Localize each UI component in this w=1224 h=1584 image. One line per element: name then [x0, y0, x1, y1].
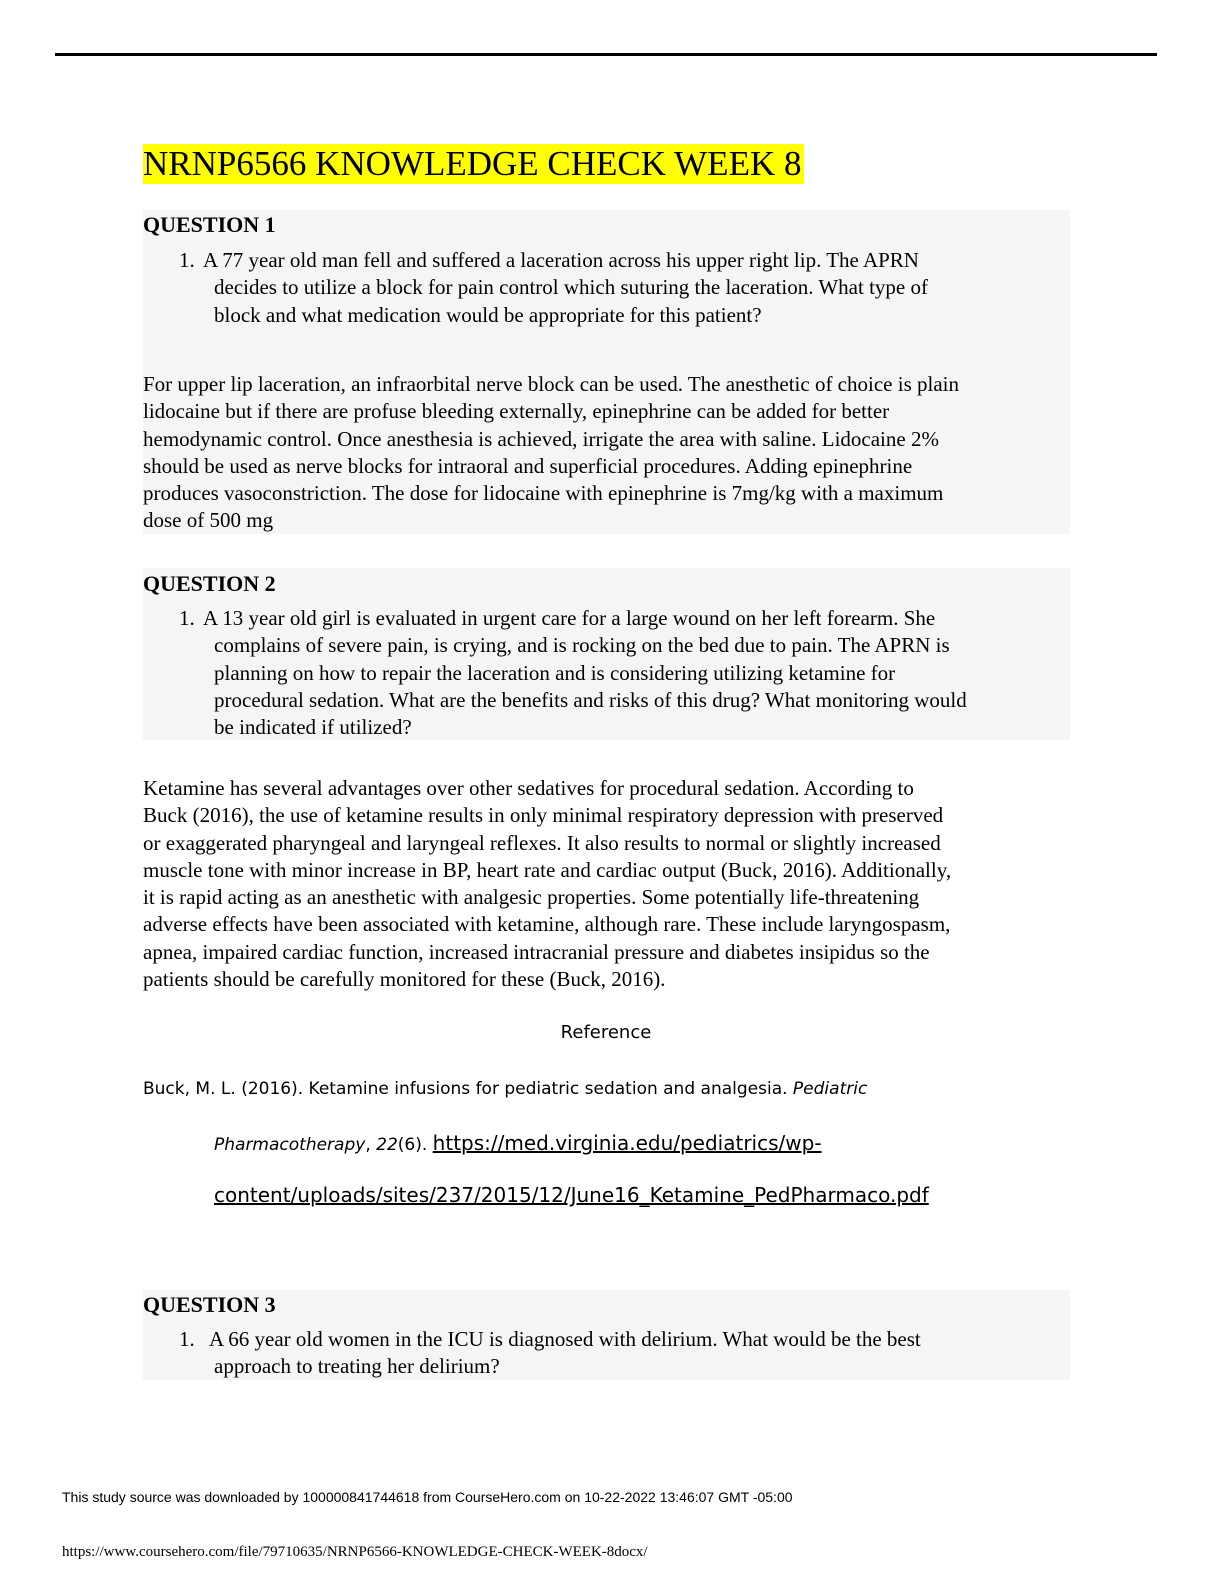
question-3-number: 1.	[179, 1327, 195, 1351]
answer-2-paragraph	[143, 775, 1073, 993]
question-1-text	[179, 247, 1069, 329]
reference-heading: Reference	[560, 1022, 652, 1043]
reference-citation	[143, 1077, 867, 1101]
reference-journal-continued: Pharmacotherapy	[214, 1135, 366, 1155]
top-rule	[55, 53, 1157, 56]
reference-authors: Buck, M. L. (2016). Ketamine infusions for pediatric sedation and analgesia.	[143, 1079, 793, 1099]
question-1-line: A 77 year old man fell and suffered a laceration across his upper right lip. The APRN	[203, 248, 919, 272]
answer-2-line: apnea, impaired cardiac function, increased intracranial pressure and diabetes insipidus so the	[143, 939, 930, 964]
answer-2-line: adverse effects have been associated with ketamine, although rare. These include laryngospasm,	[143, 912, 951, 937]
reference-link[interactable]: https://med.virginia.edu/pediatrics/wp-	[432, 1131, 822, 1155]
question-2-line: complains of severe pain, is crying, and is rocking on the bed due to pain. The APRN is	[214, 633, 950, 658]
answer-1-line: For upper lip laceration, an infraorbital nerve block can be used. The anesthetic of choice is plain	[143, 372, 959, 396]
answer-2-line: Ketamine has several advantages over other sedatives for procedural sedation. According to	[143, 776, 914, 800]
answer-2-line: patients should be carefully monitored for these (Buck, 2016).	[143, 967, 666, 992]
answer-1-line: should be used as nerve blocks for intraoral and superficial procedures. Adding epinephrine	[143, 453, 913, 478]
question-2-text	[179, 605, 1069, 741]
reference-volume: 22	[376, 1135, 398, 1155]
question-2-line: A 13 year old girl is evaluated in urgent care for a large wound on her left forearm. She	[203, 606, 936, 630]
question-3-line: approach to treating her delirium?	[214, 1354, 500, 1379]
answer-2-line: Buck (2016), the use of ketamine results in only minimal respiratory depression with preserved	[143, 803, 944, 828]
answer-2-line: or exaggerated pharyngeal and laryngeal reflexes. It also results to normal or slightly increased	[143, 830, 941, 855]
answer-1-line: lidocaine but if there are profuse bleeding externally, epinephrine can be added for better	[143, 399, 890, 424]
question-2-heading: QUESTION 2	[143, 571, 276, 596]
question-1-line: block and what medication would be appropriate for this patient?	[214, 302, 762, 327]
reference-separator: ,	[365, 1135, 377, 1155]
document-title: NRNP6566 KNOWLEDGE CHECK WEEK 8	[143, 144, 804, 184]
reference-journal: Pediatric	[792, 1079, 868, 1099]
source-url[interactable]: https://www.coursehero.com/file/79710635/NRNP6566-KNOWLEDGE-CHECK-WEEK-8docx/	[62, 1544, 648, 1560]
question-2-number: 1.	[179, 606, 195, 630]
question-1-number: 1.	[179, 248, 195, 272]
download-notice: This study source was downloaded by 100000841744618 from CourseHero.com on 10-22-2022 13:46:07 GMT -05:00	[62, 1489, 793, 1505]
answer-1-line: dose of 500 mg	[143, 508, 274, 533]
question-1-heading: QUESTION 1	[143, 212, 276, 237]
answer-1-line: produces vasoconstriction. The dose for lidocaine with epinephrine is 7mg/kg with a maximum	[143, 481, 944, 506]
reference-issue: (6).	[397, 1135, 433, 1155]
answer-1-line: hemodynamic control. Once anesthesia is achieved, irrigate the area with saline. Lidocaine 2%	[143, 426, 939, 451]
answer-2-line: it is rapid acting as an anesthetic with analgesic properties. Some potentially life-threatening	[143, 885, 920, 910]
answer-2-line: muscle tone with minor increase in BP, heart rate and cardiac output (Buck, 2016). Additionally,	[143, 857, 952, 882]
question-2-line: procedural sedation. What are the benefits and risks of this drug? What monitoring would	[214, 687, 967, 712]
reference-link-continued[interactable]: content/uploads/sites/237/2015/12/June16_Ketamine_PedPharmaco.pdf	[214, 1183, 929, 1207]
question-3-line: A 66 year old women in the ICU is diagnosed with delirium. What would be the best	[209, 1327, 921, 1351]
question-3-text	[179, 1326, 1069, 1381]
question-1-line: decides to utilize a block for pain control which suturing the laceration. What type of	[214, 275, 928, 300]
question-2-line: be indicated if utilized?	[214, 715, 412, 740]
answer-1-paragraph	[143, 371, 1073, 535]
question-3-heading: QUESTION 3	[143, 1292, 276, 1317]
reference-citation-continued	[214, 1131, 822, 1157]
reference-link-continued-line	[214, 1183, 929, 1209]
question-2-line: planning on how to repair the laceration and is considering utilizing ketamine for	[214, 660, 896, 685]
